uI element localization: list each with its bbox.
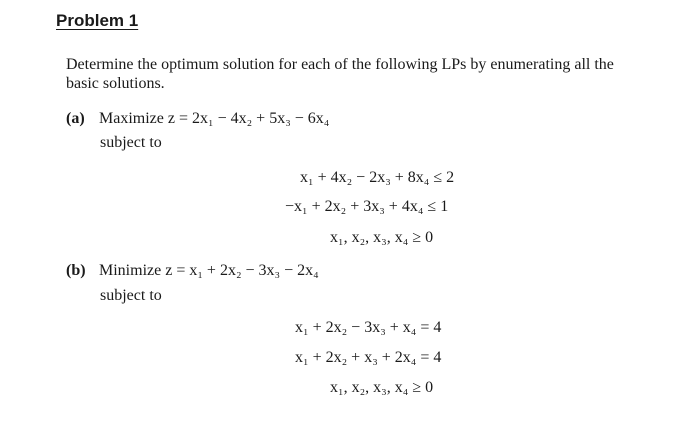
part-a-constraint-1: x₁ + 4x₂ − 2x₃ + 8x₄ ≤ 2 <box>300 169 455 186</box>
part-b-constraint-1: x₁ + 2x₂ − 3x₃ + x₄ = 4 <box>295 319 442 336</box>
part-a-goal: Maximize <box>99 110 164 127</box>
part-a-nonnegativity: x₁, x₂, x₃, x₄ ≥ 0 <box>330 229 434 246</box>
part-a-subject-to: subject to <box>100 134 162 151</box>
part-a-objective: z = 2x₁ − 4x₂ + 5x₃ − 6x₄ <box>167 110 330 127</box>
part-a-statement <box>66 110 329 128</box>
part-a-label: (a) <box>66 110 85 127</box>
part-b-subject-to: subject to <box>100 287 162 304</box>
intro-text-line-1: Determine the optimum solution for each of the following LPs by enumerating all the <box>66 56 614 73</box>
part-b-nonnegativity: x₁, x₂, x₃, x₄ ≥ 0 <box>330 379 434 396</box>
problem-heading: Problem 1 <box>56 11 139 30</box>
part-a-constraint-2: −x₁ + 2x₂ + 3x₃ + 4x₄ ≤ 1 <box>285 198 449 215</box>
part-b-objective: z = x₁ + 2x₂ − 3x₃ − 2x₄ <box>165 262 319 279</box>
intro-text-line-2: basic solutions. <box>66 75 165 92</box>
part-b-label: (b) <box>66 262 86 279</box>
part-b-statement <box>66 262 319 280</box>
part-b-goal: Minimize <box>99 262 162 279</box>
part-b-constraint-2: x₁ + 2x₂ + x₃ + 2x₄ = 4 <box>295 349 442 366</box>
